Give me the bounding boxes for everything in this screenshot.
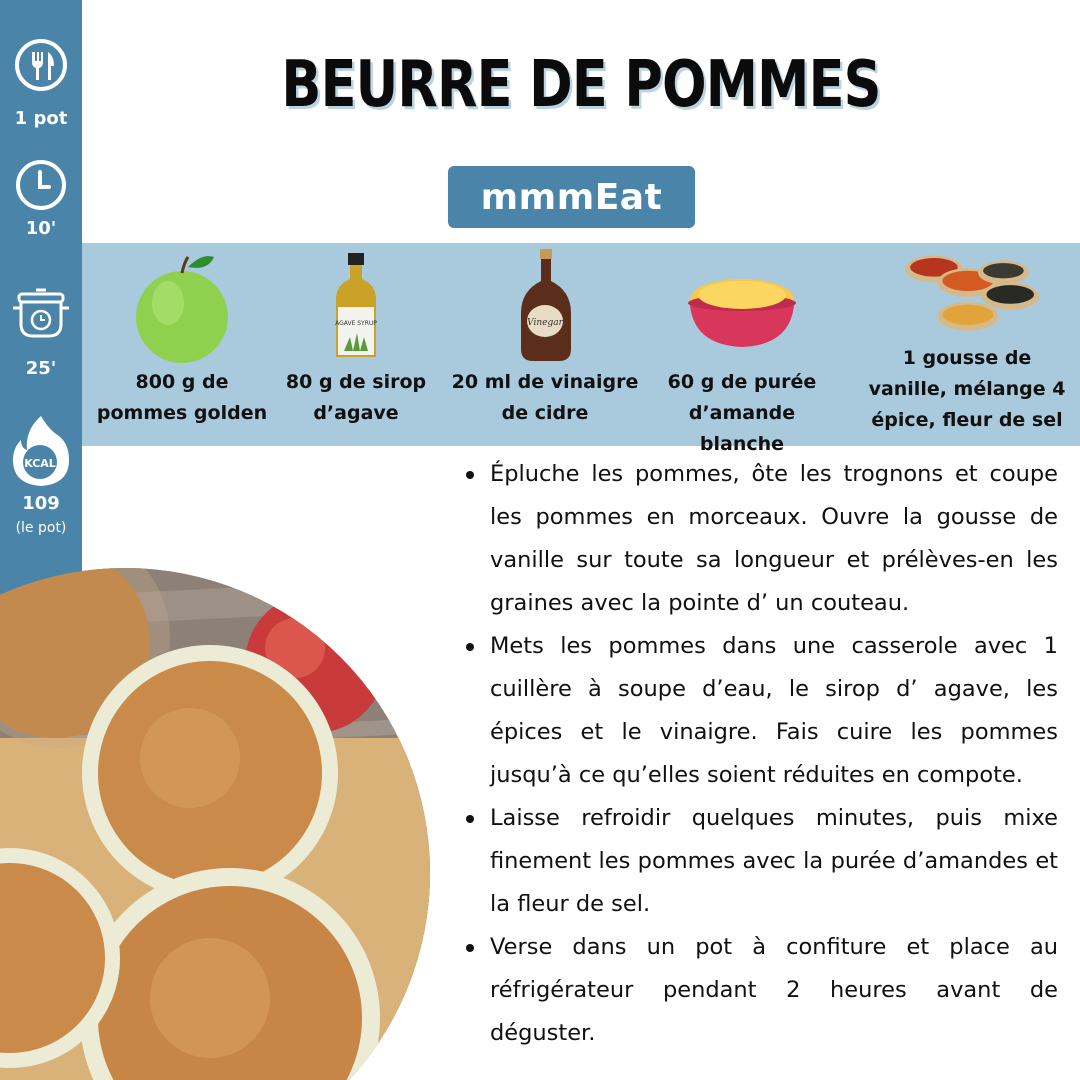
recipe-steps: [462, 453, 1058, 1055]
bullet-icon: [466, 944, 474, 952]
clock-icon: [14, 158, 68, 212]
apple-butter-photo-illustration: [0, 568, 430, 1080]
prep-time-value: 10': [25, 218, 57, 239]
ingredient-label: 60 g de purée d’amande blanche: [667, 371, 817, 455]
recipe-photo: [0, 568, 430, 1080]
calories-unit: (le pot): [15, 520, 67, 536]
vinegar-bottle-label: Vinegar: [527, 318, 563, 328]
step-item: Laisse refroidir quelques minutes, puis mixe finement les pommes avec la purée d’amandes et la fleur de sel.: [462, 797, 1058, 926]
servings-value: 1 pot: [14, 108, 68, 129]
spice-bowls-icon: [858, 247, 1076, 347]
ingredient-item: [858, 243, 1076, 446]
bullet-icon: [466, 643, 474, 651]
ingredient-item: [258, 243, 454, 446]
vinegar-bottle-icon: [447, 247, 643, 365]
almond-puree-bowl-icon: [644, 247, 840, 365]
green-apple-icon: [84, 247, 280, 365]
ingredient-label: 80 g de sirop d’agave: [285, 371, 427, 424]
agave-syrup-bottle-icon: [258, 247, 454, 365]
calories-value: 109: [22, 493, 60, 514]
cooking-pot-icon: [9, 280, 73, 344]
ingredient-item: [84, 243, 280, 446]
step-item: Épluche les pommes, ôte les trognons et coupe les pommes en morceaux. Ouvre la gousse de vanille sur toute sa longueur et prélèves-en les graines avec la pointe d’ un couteau.: [462, 453, 1058, 625]
info-sidebar: [0, 0, 82, 600]
agave-bottle-label: AGAVE SYRUP: [335, 320, 377, 327]
recipe-title: BEURRE DE POMMES: [281, 48, 881, 122]
cook-time-value: 25': [25, 358, 57, 379]
bullet-icon: [466, 815, 474, 823]
step-item: Verse dans un pot à confiture et place au réfrigérateur pendant 2 heures avant de déguster.: [462, 926, 1058, 1055]
ingredient-label: 20 ml de vinaigre de cidre: [451, 371, 639, 424]
ingredient-label: 1 gousse de vanille, mélange 4 épice, fleur de sel: [868, 347, 1066, 431]
kcal-badge-text: KCAL: [24, 457, 56, 470]
ingredient-label: 800 g de pommes golden: [96, 371, 268, 424]
bullet-icon: [466, 471, 474, 479]
brand-logo: mmmEat: [448, 166, 695, 228]
ingredient-item: [447, 243, 643, 446]
ingredient-item: [644, 243, 840, 455]
kcal-flame-icon: [9, 412, 73, 488]
ingredients-band: [82, 243, 1080, 455]
step-item: Mets les pommes dans une casserole avec 1 cuillère à soupe d’eau, le sirop d’ agave, les épices et le vinaigre. Fais cuire les pommes jusqu’à ce qu’elles soient réduites en compote.: [462, 625, 1058, 797]
fork-knife-icon: [14, 38, 68, 92]
